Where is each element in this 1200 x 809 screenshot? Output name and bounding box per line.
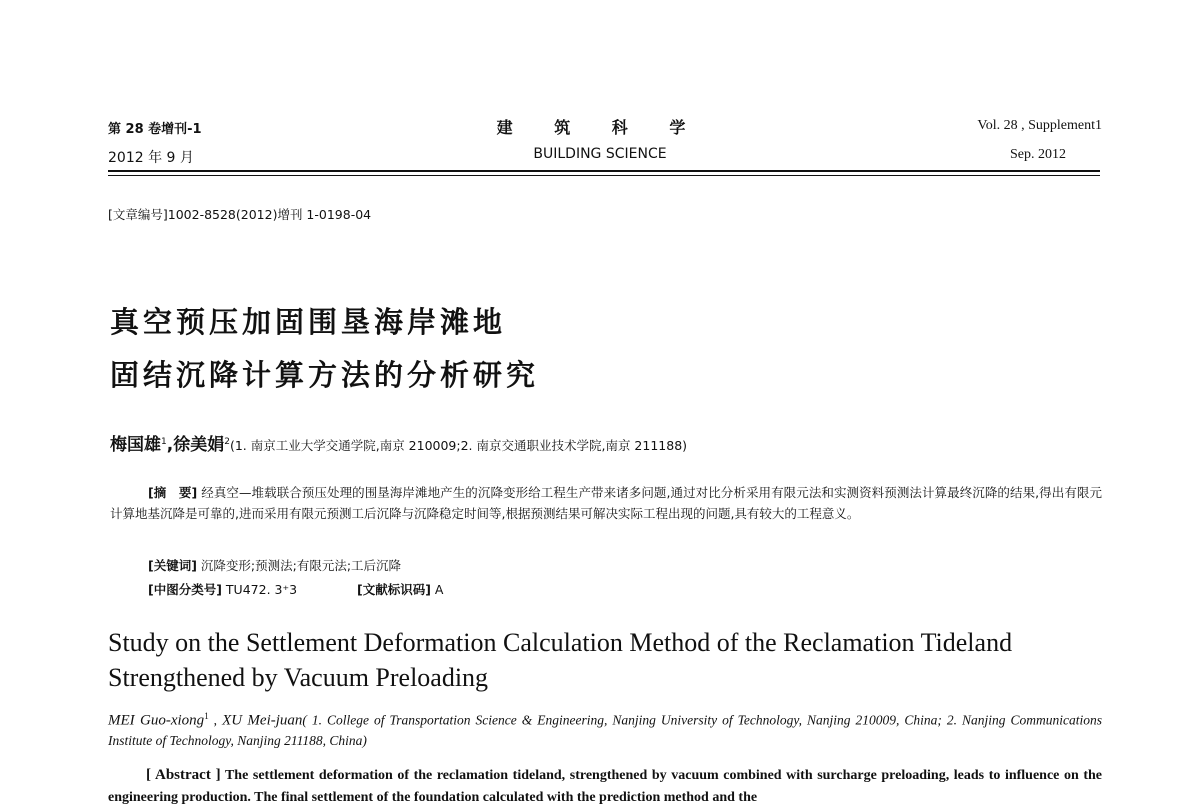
author-separator: ,: [166, 435, 174, 455]
abstract-en-label: [ Abstract ]: [146, 767, 221, 783]
abstract-cn: [110, 482, 1102, 524]
author1-cn: 梅国雄: [110, 435, 161, 455]
author1-en-sup: 1: [204, 711, 209, 721]
affiliation-cn: (1. 南京工业大学交通学院,南京 210009;2. 南京交通职业技术学院,南京 211188): [229, 438, 688, 453]
title-en: Study on the Settlement Deformation Calculation Method of the Reclamation Tideland Strengthened by Vacuum Preloading: [108, 628, 1013, 692]
keywords-cn: [148, 556, 401, 574]
authors-en: [108, 706, 1102, 751]
authors-cn: [110, 430, 687, 455]
header-volume-en: Vol. 28 , Supplement1: [977, 118, 1102, 133]
author1-sup: 1: [161, 437, 167, 447]
doc-code-label: [文献标识码]: [356, 582, 431, 597]
header-rule-thin: [108, 175, 1100, 176]
author2-cn: 徐美娟: [173, 435, 225, 455]
affiliation-en: ( 1. College of Transportation Science & Engineering, Nanjing University of Technology, Nanjing 210009, China; 2. Nanjing Communications Institute of Technology, Nanjing 211188, China): [108, 712, 1102, 748]
author2-sup: 2: [224, 437, 230, 447]
abstract-en-text: The settlement deformation of the reclamation tideland, strengthened by vacuum combined with surcharge preloading, leads to influence on the engineering production. The final settlement of the foundation calculated with the prediction method and the: [108, 768, 1102, 805]
author1-en: MEI Guo-xiong: [108, 712, 205, 729]
abstract-cn-label: [摘 要]: [148, 485, 198, 500]
abstract-en: [108, 764, 1102, 809]
header-rule-thick: [108, 170, 1100, 172]
classification-label: [中图分类号]: [148, 582, 222, 597]
author-en-separator: ,: [208, 712, 223, 728]
author2-en: XU Mei-juan: [222, 712, 303, 729]
title-cn-line2: 固结沉降计算方法的分析研究: [110, 358, 540, 392]
article-number: [文章编号]1002-8528(2012)增刊 1-0198-04: [108, 207, 372, 222]
title-cn-line1: 真空预压加固围垦海岸滩地: [110, 305, 507, 339]
keywords-text: 沉降变形;预测法;有限元法;工后沉降: [200, 558, 402, 573]
keywords-label: [关键词]: [148, 558, 197, 573]
header-date-en: Sep. 2012: [1010, 147, 1066, 162]
header-volume-cn: 第 28 卷增刊-1: [108, 122, 202, 137]
journal-name-cn: 建 筑 科 学: [496, 118, 704, 137]
doc-code-value: A: [434, 582, 444, 597]
header-date-cn: 2012 年 9 月: [108, 150, 194, 166]
classification-line: [148, 580, 443, 598]
classification-value: TU472. 3⁺3: [225, 582, 298, 597]
journal-name-en: BUILDING SCIENCE: [533, 146, 667, 162]
abstract-cn-text: 经真空—堆载联合预压处理的围垦海岸滩地产生的沉降变形给工程生产带来诸多问题,通过对比分析采用有限元法和实测资料预测法计算最终沉降的结果,得出有限元计算地基沉降是可靠的,进而采用有限元预测工后沉降与沉降稳定时间等,根据预测结果可解决实际工程出现的问题,具有较大的工程意义。: [110, 485, 1102, 521]
